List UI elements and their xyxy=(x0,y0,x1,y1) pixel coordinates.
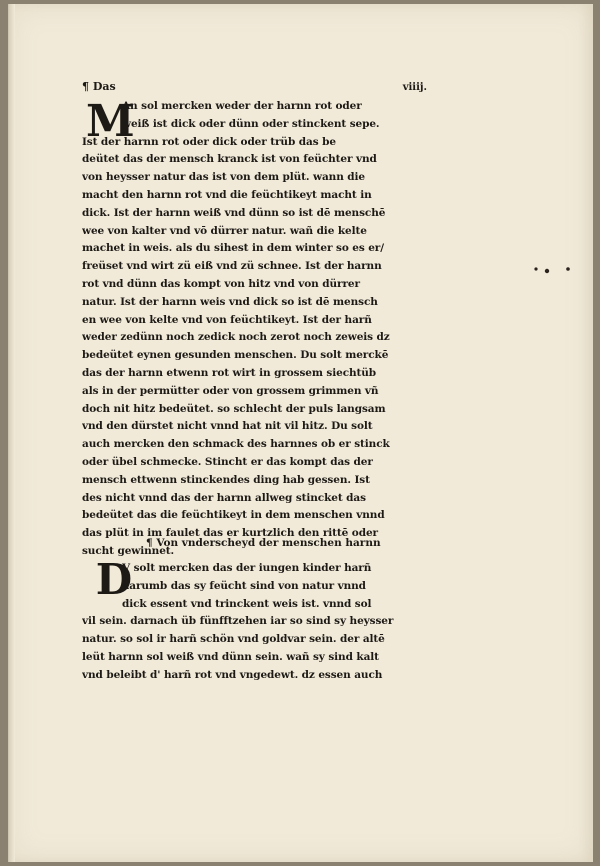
text-line: bedeütet eynen gesunden menschen. Du solt merckē xyxy=(82,349,389,362)
initial-letter-d: D xyxy=(95,555,133,604)
section-title: ¶ Von vnderscheyd der menschen harnn xyxy=(146,537,381,549)
text-line: leüt harnn sol weiß vnd dünn sein. wañ sy sind kalt xyxy=(82,650,379,663)
header-left: ¶ Das xyxy=(82,80,116,93)
text-line: vnd den dürstet nicht vnnd hat nit vil hitz. Du solt xyxy=(82,420,373,433)
text-line: wee von kalter vnd vō dürrer natur. wañ die kelte xyxy=(82,224,367,237)
text-line: sucht gewinnet. xyxy=(82,544,175,557)
ink-specks xyxy=(532,266,580,274)
text-line: V solt mercken das der iungen kinder harñ xyxy=(122,562,372,574)
text-line: machet in weis. als du sihest in dem winter so es er/ xyxy=(82,242,384,255)
text-line: das plüt in im faulet das er kurtzlich den rittē oder xyxy=(82,527,378,540)
text-line: freüset vnd wirt zü eiß vnd zü schnee. Ist der harnn xyxy=(82,260,382,273)
text-line: dick. Ist der harnn weiß vnd dünn so ist dē menschē xyxy=(82,206,386,219)
page-gutter xyxy=(9,4,15,862)
text-line: doch nit hitz bedeütet. so schlecht der puls langsam xyxy=(82,402,386,415)
text-line: An sol mercken weder der harnn rot oder xyxy=(122,100,362,112)
text-line: auch mercken den schmack des harnnes ob er stinck xyxy=(82,438,390,451)
text-line: natur. so sol ir harñ schön vnd goldvar sein. der altē xyxy=(82,633,385,646)
text-line: des nicht vnnd das der harnn allweg stincket das xyxy=(82,491,366,504)
text-line: en wee von kelte vnd von feüchtikeyt. Ist der harñ xyxy=(82,313,372,326)
text-line: natur. Ist der harnn weis vnd dick so ist dē mensch xyxy=(82,295,378,308)
text-line: deütet das der mensch kranck ist von feüchter vnd xyxy=(82,153,377,166)
initial-letter-m: M xyxy=(86,96,135,147)
text-line: als in der permütter oder von grossem grimmen vñ xyxy=(82,384,379,397)
text-line: weder zedünn noch zedick noch zerot noch zeweis dz xyxy=(82,331,390,344)
text-line: bedeütet das die feüchtikeyt in dem menschen vnnd xyxy=(82,509,385,522)
text-line: weiß ist dick oder dünn oder stinckent sepe. xyxy=(122,117,380,130)
text-line: mensch ettwenn stinckendes ding hab gessen. Ist xyxy=(82,473,370,486)
text-line: Ist der harnn rot oder dick oder trüb das be xyxy=(82,135,336,148)
folio-number: viiij. xyxy=(402,82,427,93)
paragraph-1 xyxy=(82,98,427,561)
text-line: von heysser natur das ist von dem plüt. wann die xyxy=(82,171,366,184)
paragraph-2 xyxy=(82,555,427,685)
text-line: vnd beleibt d' harñ rot vnd vngedewt. dz essen auch xyxy=(82,668,383,681)
text-line: darumb das sy feücht sind von natur vnnd xyxy=(122,579,366,592)
text-line: rot vnd dünn das kompt von hitz vnd von dürrer xyxy=(82,277,360,290)
text-line: dick essent vnd trinckent weis ist. vnnd sol xyxy=(122,597,372,610)
text-line: oder übel schmecke. Stincht er das kompt das der xyxy=(82,455,373,468)
text-line: das der harnn etwenn rot wirt in grossem siechtüb xyxy=(82,366,377,379)
text-line: vil sein. darnach üb fünfftzehen iar so sind sy heysser xyxy=(82,615,394,628)
text-line: macht den harnn rot vnd die feüchtikeyt macht in xyxy=(82,188,372,201)
